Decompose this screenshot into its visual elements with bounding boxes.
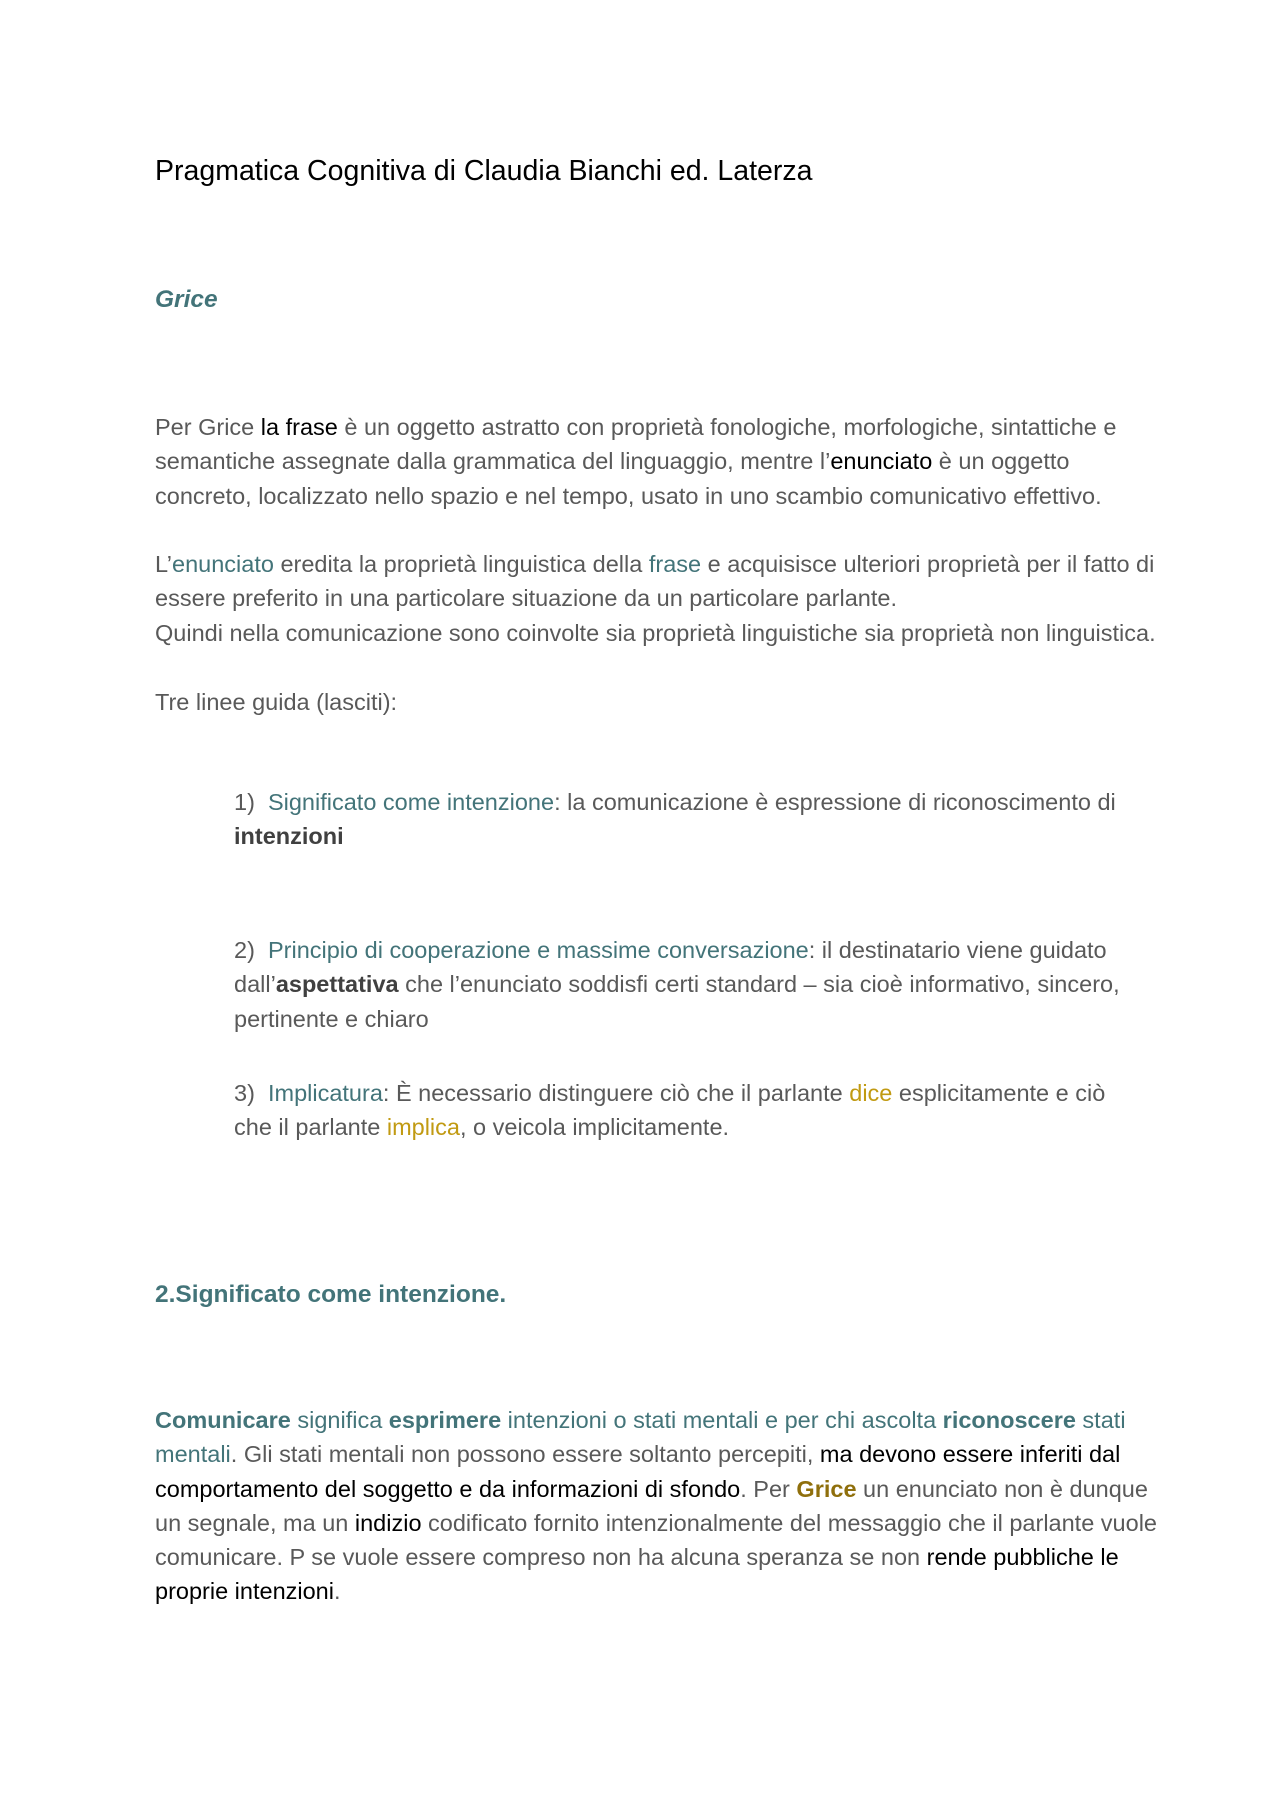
- paragraph-frase-enunciato: Per Grice la frase è un oggetto astratto con proprietà fonologiche, morfologiche, sintattiche e semantiche assegnate dalla grammatica del linguaggio, mentre l’enunciato è un oggetto concreto, localizzato nello spazio e nel tempo, usato in uno scambio comunicativo effettivo.: [155, 414, 1117, 509]
- paragraph-enunciato-eredita: L’enunciato eredita la proprietà linguistica della frase e acquisisce ulteriori proprietà per il fatto di essere preferito in una particolare situazione da un particolare parlante.: [155, 551, 1155, 612]
- section-heading-significato: 2.Significato come intenzione.: [155, 1281, 507, 1308]
- term-frase: la frase: [260, 414, 338, 440]
- list-item: 3) Implicatura: È necessario distinguere ciò che il parlante dice esplicitamente e ciò che il parlante implica, o veicola implicitamente.: [234, 1080, 1106, 1141]
- term-frase: frase: [648, 551, 702, 577]
- list-number: 3): [234, 1080, 255, 1106]
- list-item: 1) Significato come intenzione: la comunicazione è espressione di riconoscimento di intenzioni: [234, 789, 1116, 850]
- term-enunciato: enunciato: [172, 551, 274, 577]
- document-title: Pragmatica Cognitiva di Claudia Bianchi ed. Laterza: [155, 155, 813, 187]
- list-term: Significato come intenzione: [267, 789, 555, 815]
- paragraph-comunicare: Comunicare significa esprimere intenzioni o stati mentali e per chi ascolta riconoscere stati mentali. Gli stati mentali non possono essere soltanto percepiti, ma devono essere inferiti dal comportamento del soggetto e da informazioni di sfondo. Per Grice un enunciato non è dunque un segnale, ma un indizio codificato fornito intenzionalmente del messaggio che il parlante vuole comunicare. P se vuole essere compreso non ha alcuna speranza se non rende pubbliche le proprie intenzioni.: [155, 1407, 1157, 1605]
- term-implica: implica: [386, 1114, 460, 1141]
- term-enunciato: enunciato: [830, 448, 933, 475]
- list-term: Implicatura: [267, 1080, 383, 1106]
- list-term: Principio di cooperazione e massime conversazione: [267, 937, 809, 963]
- list-item: 2) Principio di cooperazione e massime conversazione: il destinatario viene guidato dall’aspettativa che l’enunciato soddisfi certi standard – sia cioè informativo, sincero, pertinente e chiaro: [234, 937, 1120, 1032]
- term-grice: Grice: [796, 1475, 857, 1502]
- list-number: 1): [234, 789, 255, 815]
- term-dice: dice: [849, 1080, 893, 1106]
- paragraph-tre-linee: Tre linee guida (lasciti):: [155, 689, 398, 715]
- paragraph-quindi: Quindi nella comunicazione sono coinvolte sia proprietà linguistiche sia proprietà non linguistica.: [155, 620, 1156, 646]
- section-heading-grice: Grice: [155, 286, 218, 313]
- list-number: 2): [234, 937, 255, 963]
